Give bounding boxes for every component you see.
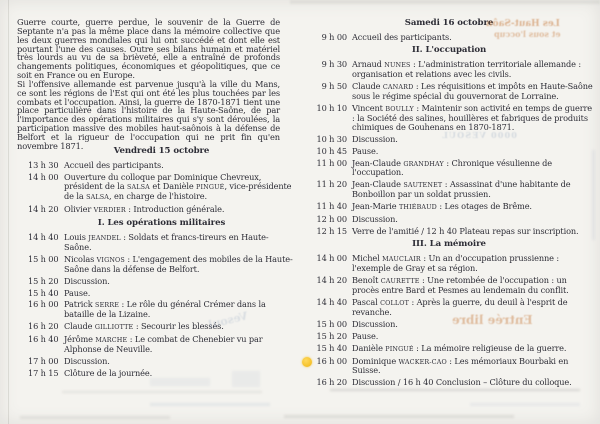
schedule-item xyxy=(305,298,593,317)
smallcaps-surname: BOULLY xyxy=(385,105,414,114)
schedule-item xyxy=(305,180,593,199)
time-label: 16 h 00 xyxy=(28,299,59,310)
item-text: Accueil des participants. xyxy=(64,160,164,170)
item-text: Discussion. xyxy=(64,356,110,366)
intro-paragraph: Si l'offensive allemande est parvenue jusqu'à la ville du Mans, ce sont les régions de l'Est qui ont été les plus touchées par les combats et l'occupation. Ainsi, la guerre de 1870-1871 tient une place particulière dans l'histoire de la Haute-Saône, de par l'importance des opérations militaires qui s'y sont déroulées, la participation massive des mobiles haut-saônois à la défense de Belfort et la rigueur de l'occupation qui ne prit fin qu'en novembre 1871. xyxy=(17,78,280,151)
schedule-item xyxy=(305,104,593,132)
smallcaps-surname: MARCHE xyxy=(95,336,128,345)
schedule-item xyxy=(28,357,295,366)
time-label: 11 h 20 xyxy=(316,179,347,190)
smallcaps-surname: CANARD xyxy=(382,83,414,92)
item-text: Ouverture du colloque par Dominique Chevreux, président de la SALSA et Danièle PINGUÉ, vice-présidente de la SALSA, en charge de l'histoire. xyxy=(64,171,292,201)
time-label: 16 h 40 xyxy=(28,334,59,345)
smallcaps-surname: PINGUÉ xyxy=(385,344,414,353)
time-label: 17 h 00 xyxy=(28,356,59,366)
schedule-item xyxy=(305,227,593,236)
time-label: 13 h 30 xyxy=(28,160,59,170)
time-label: 15 h 20 xyxy=(316,330,347,341)
item-text: Jean-Claude GRANDHAY : Chronique vésulienne de l'occupation. xyxy=(352,157,553,178)
item-text: Olivier VERDIER : Introduction générale. xyxy=(64,203,225,214)
schedule-column-right xyxy=(305,19,593,390)
schedule-item xyxy=(305,320,593,329)
time-label: 10 h 30 xyxy=(316,133,347,144)
schedule-item xyxy=(28,161,295,170)
schedule-item xyxy=(28,277,295,286)
section-heading: III. La mémoire xyxy=(412,239,486,250)
scan-smudge xyxy=(284,415,514,418)
smallcaps-surname: CAURETTE xyxy=(380,277,420,286)
item-text: Discussion / 16 h 40 Conclusion – Clôture du colloque. xyxy=(352,377,572,388)
section-heading: Vendredi 15 octobre xyxy=(113,146,210,156)
time-label: 16 h 00 xyxy=(316,355,347,366)
smallcaps-surname: SERRE xyxy=(95,301,120,310)
item-text: Discussion. xyxy=(64,275,110,286)
smallcaps-surname: SALSA xyxy=(126,182,150,191)
bleed-through-text: Vesoul xyxy=(207,309,250,332)
item-text: Arnaud NUNES : L'administration territoriale allemande : organisation et relations avec les civils. xyxy=(352,59,581,80)
schedule-item xyxy=(305,378,593,387)
item-text: Louis JEANDEL : Soldats et francs-tireurs en Haute-Saône. xyxy=(64,232,269,252)
item-text: Pascal COLLOT : Après la guerre, du deuil à l'esprit de revanche. xyxy=(352,297,568,317)
time-label: 17 h 15 xyxy=(28,367,59,378)
time-label: 15 h 00 xyxy=(28,253,59,264)
item-text: Jean-Claude SAUTENET : Assassinat d'une habitante de Bonboillon par un soldat prussien. xyxy=(352,179,571,200)
schedule-item xyxy=(305,33,593,42)
schedule-item xyxy=(305,202,593,212)
time-label: 14 h 40 xyxy=(316,297,347,308)
schedule-item xyxy=(305,357,593,376)
smallcaps-surname: THIÉBAUD xyxy=(398,203,437,212)
smallcaps-surname: SAUTENET xyxy=(403,181,443,190)
scan-smudge xyxy=(20,416,170,419)
item-text: Clôture de la journée. xyxy=(64,367,153,378)
schedule-item xyxy=(305,82,593,101)
item-text: Claude CANARD : Les réquisitions et impôts en Haute-Saône sous le régime spécial du gouvernorat de Lorraine. xyxy=(352,81,593,102)
item-text: Discussion. xyxy=(352,133,398,144)
scan-edge-shadow xyxy=(290,0,600,4)
item-text: Michel MAUCLAIR : Un an d'occupation prussienne : l'exemple de Gray et sa région. xyxy=(352,253,560,274)
time-label: 14 h 00 xyxy=(316,253,347,264)
item-text: Dominique WACKER-CAO : Les mémoriaux Bourbaki en Suisse. xyxy=(352,355,569,376)
time-label: 9 h 50 xyxy=(321,81,347,92)
time-label: 10 h 45 xyxy=(316,145,347,156)
scan-edge-shadow xyxy=(8,0,9,424)
schedule-item xyxy=(305,332,593,341)
item-text: Vincent BOULLY : Maintenir son activité en temps de guerre : la Société des salines, houillères et fabriques de produits chimiques de Gouhenans en 1870-1871. xyxy=(352,103,593,132)
time-label: 15 h 20 xyxy=(28,275,59,286)
item-text: Patrick SERRE : Le rôle du général Crémer dans la bataille de la Lizaine. xyxy=(64,299,266,320)
schedule-item xyxy=(305,60,593,79)
section-heading: II. L'occupation xyxy=(411,45,487,56)
schedule-column-left xyxy=(28,147,295,381)
item-text: Pause. xyxy=(64,287,91,298)
schedule-item xyxy=(305,254,593,273)
schedule-item xyxy=(305,147,593,156)
schedule-item xyxy=(28,233,295,252)
bleed-through-text: et sous l'occup xyxy=(494,29,561,39)
time-label: 14 h 20 xyxy=(28,203,59,214)
time-label: 9 h 30 xyxy=(321,59,347,70)
time-label: 15 h 40 xyxy=(28,287,59,298)
highlight-dot-marker[interactable] xyxy=(302,357,312,367)
time-label: 15 h 00 xyxy=(316,318,347,329)
schedule-item xyxy=(28,369,295,378)
smallcaps-surname: COLLOT xyxy=(380,299,410,308)
intro-paragraph: Guerre courte, guerre perdue, le souvenir de la Guerre de Septante n'a pas la même place dans la mémoire collective que les deux guerres mondiales qui lui ont succédé et dont elle est pourtant l'une des causes. Outre ses bilans humain et matériel très lourds au vu de sa brièveté, elle a entraîné de profonds changements politiques, économiques et géopolitiques, que ce soit en France ou en Europe. xyxy=(17,17,280,81)
smallcaps-surname: VIGNOS xyxy=(96,255,125,264)
item-text: Jérôme MARCHE : Le combat de Chenebier vu par Alphonse de Neuville. xyxy=(64,334,263,355)
time-label: 12 h 15 xyxy=(316,226,347,236)
bleed-through-text: Entrée libre xyxy=(452,313,533,327)
smallcaps-surname: WACKER-CAO xyxy=(398,357,447,366)
schedule-item xyxy=(28,300,295,319)
time-label: 14 h 00 xyxy=(28,171,59,182)
smallcaps-surname: JEANDEL xyxy=(88,234,121,243)
item-text: Nicolas VIGNOS : L'engagement des mobiles de la Haute-Saône dans la défense de Belfort. xyxy=(64,253,293,274)
time-label: 11 h 00 xyxy=(316,157,347,168)
item-text: Claude GILLIOTTE : Secourir les blessés. xyxy=(64,321,224,332)
bleed-through-text: Les Haut-Saôn xyxy=(486,19,560,29)
schedule-item xyxy=(305,135,593,144)
time-label: 14 h 40 xyxy=(28,232,59,243)
smallcaps-surname: MAUCLAIR xyxy=(382,255,421,264)
schedule-item xyxy=(28,289,295,298)
scan-smudge xyxy=(470,403,580,406)
schedule-item xyxy=(28,335,295,354)
scan-smudge xyxy=(62,391,262,393)
item-text: Accueil des participants. xyxy=(352,32,452,42)
smallcaps-surname: VERDIER xyxy=(93,205,126,214)
time-label: 14 h 20 xyxy=(316,275,347,286)
smallcaps-surname: SALSA xyxy=(86,192,110,201)
item-text: Pause. xyxy=(352,330,379,341)
item-text: Jean-Marie THIÉBAUD : Les otages de Brême. xyxy=(352,201,532,212)
smallcaps-surname: NUNES xyxy=(384,61,411,70)
schedule-item xyxy=(305,215,593,224)
smallcaps-surname: GRANDHAY xyxy=(403,159,444,168)
time-label: 11 h 40 xyxy=(316,201,347,212)
item-text: Discussion. xyxy=(352,318,398,329)
smallcaps-surname: PINGUÉ xyxy=(196,182,225,191)
time-label: 12 h 00 xyxy=(316,214,347,225)
section-heading: Samedi 16 octobre xyxy=(404,18,494,28)
smallcaps-surname: GILLIOTTE xyxy=(94,323,134,332)
item-text: Benoît CAURETTE : Une retombée de l'occupation : un procès entre Bard et Pesmes au lendemain du conflit. xyxy=(352,275,569,296)
schedule-item xyxy=(305,344,593,354)
section-heading: I. Les opérations militaires xyxy=(97,218,226,229)
bleed-through-text: 0000 VESOUL xyxy=(441,130,517,140)
item-text: Danièle PINGUÉ : La mémoire religieuse de la guerre. xyxy=(352,342,567,353)
item-text: Discussion. xyxy=(352,214,398,225)
time-label: 9 h 00 xyxy=(321,32,347,42)
item-text: Pause. xyxy=(352,145,379,156)
schedule-item xyxy=(305,159,593,178)
time-label: 15 h 40 xyxy=(316,342,347,353)
schedule-item xyxy=(28,173,295,202)
intro-text-block xyxy=(17,18,280,151)
scan-smudge xyxy=(150,403,270,406)
schedule-item xyxy=(28,205,295,215)
schedule-item xyxy=(305,276,593,295)
schedule-item xyxy=(28,322,295,332)
schedule-item xyxy=(28,255,295,274)
time-label: 16 h 20 xyxy=(316,377,347,388)
time-label: 10 h 10 xyxy=(316,103,347,114)
time-label: 16 h 20 xyxy=(28,321,59,332)
item-text: Verre de l'amitié / 12 h 40 Plateau repas sur inscription. xyxy=(352,226,579,236)
